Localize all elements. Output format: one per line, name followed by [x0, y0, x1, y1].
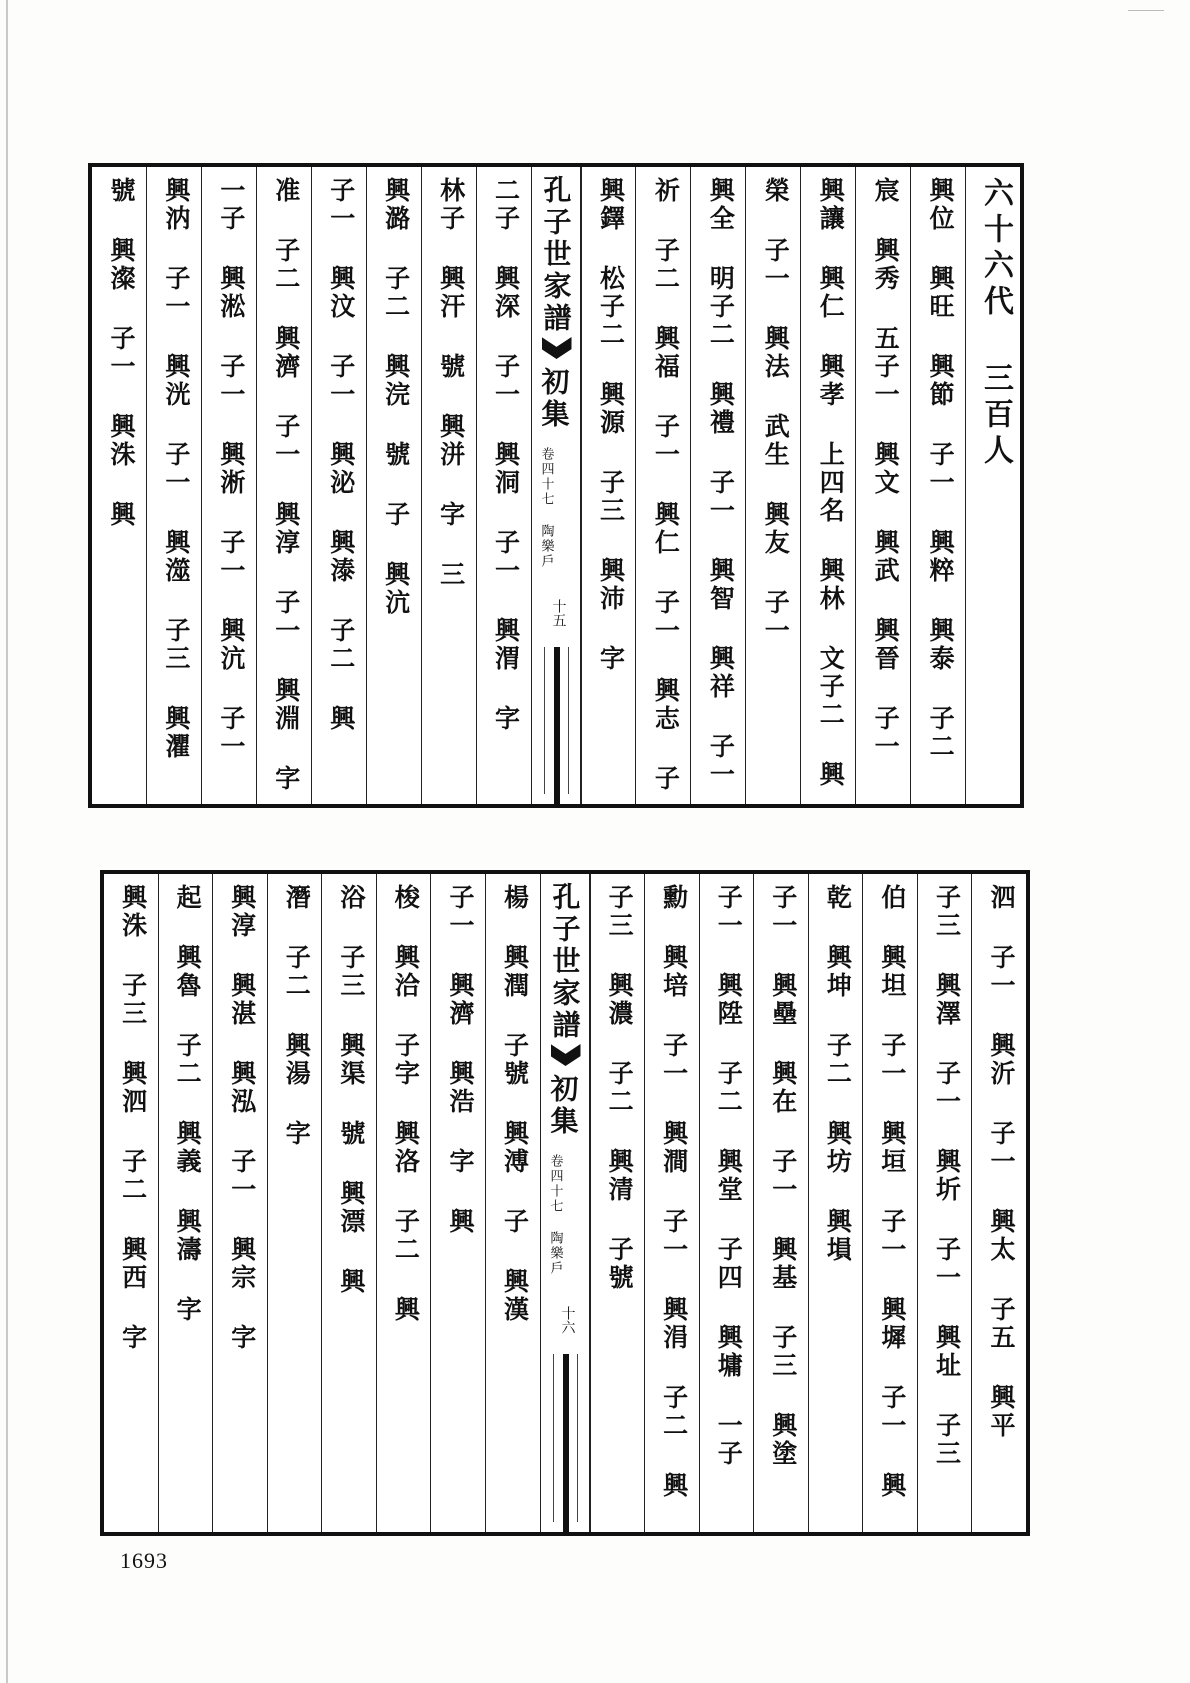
text-column: 潛 子二 興湯 字: [267, 874, 322, 1532]
text-column: 子一 興汶 子一 興泌 興溙 子二 興: [311, 167, 366, 804]
text-column: 興全 明子二 興禮 子一 興智 興祥 子一: [690, 167, 745, 804]
text-column: 號 興澯 子一 興洙 興: [106, 177, 136, 529]
text-column: 二子 興深 子一 興洞 子一 興渭 字: [476, 167, 531, 804]
genealogy-page-bottom: [100, 870, 1030, 1536]
text-column: 一子 興淞 子一 興淅 子一 興沆 子一: [201, 167, 256, 804]
text-column: 宸 興秀 五子一 興文 興武 興晉 子一: [855, 167, 910, 804]
collection-label: 初集: [546, 1074, 580, 1138]
text-column: 興位 興旺 興節 子一 興粹 興泰 子二: [910, 167, 965, 804]
volume-label: 卷四十七 陶樂戶: [547, 1154, 563, 1276]
text-column: 浴 子三 興渠 號 興漂 興: [321, 874, 376, 1532]
text-column: 興潞 子二 興浣 號 子 興沆: [366, 167, 421, 804]
fold-bar: [554, 647, 560, 804]
book-title: 孔子世家譜: [548, 882, 582, 1042]
text-column: 泗 子一 興沂 子一 興太 子五 興平: [971, 874, 1026, 1532]
fishtail-mark-icon: [551, 1044, 581, 1066]
center-fold: [540, 874, 590, 1532]
center-fold: [531, 167, 581, 804]
text-column: 祈 子二 興福 子一 興仁 子一 興志 子: [635, 167, 690, 804]
text-column: 子一 興濟 興浩 字 興: [430, 874, 485, 1532]
book-title: 孔子世家譜: [539, 175, 573, 335]
text-column: 起 興魯 子二 興義 興濤 字: [158, 874, 213, 1532]
fishtail-mark-icon: [542, 337, 572, 359]
text-column: 興汭 子一 興洸 子一 興澨 子三 興灈: [146, 167, 201, 804]
text-column: 興淳 興湛 興泓 子一 興宗 字: [212, 874, 267, 1532]
collection-label: 初集: [537, 367, 571, 431]
text-column: 興讓 興仁 興孝 上四名 興林 文子二 興: [800, 167, 855, 804]
text-column: 梭 興洽 子字 興洛 子二 興: [376, 874, 431, 1532]
volume-label: 卷四十七 陶樂戶: [538, 447, 554, 569]
text-column: 榮 子一 興法 武生 興友 子一: [745, 167, 800, 804]
text-column: 伯 興坦 子一 興垣 子一 興墀 子一 興: [862, 874, 917, 1532]
text-column: 林子 興汗 號 興洴 字 三: [421, 167, 476, 804]
text-column: 子三 興澤 子一 興圻 子一 興址 子三: [917, 874, 972, 1532]
text-column: 子三 興濃 子二 興清 子號: [590, 874, 645, 1532]
text-column: 勳 興培 子一 興澗 子一 興涓 子二 興: [644, 874, 699, 1532]
scan-speck: [1128, 10, 1164, 11]
text-column: 楊 興潤 子號 興溥 子 興漢: [485, 874, 540, 1532]
text-column: 興鐸 松子二 興源 子三 興沛 字: [581, 167, 636, 804]
text-column: 子一 興壘 興在 子一 興基 子三 興塗: [753, 874, 808, 1532]
fold-line: [577, 1354, 578, 1522]
text-column: 子一 興陞 子二 興堂 子四 興墉 一子: [699, 874, 754, 1532]
text-column: 六十六代 三百人: [965, 167, 1020, 804]
page-number: 1693: [120, 1548, 168, 1573]
leaf-number: 十六: [559, 1306, 576, 1334]
text-column: 准 子二 興濟 子一 興淳 子一 興淵 字: [256, 167, 311, 804]
leaf-number: 十五: [550, 599, 567, 627]
scan-edge-line: [6, 0, 8, 1683]
fold-line: [553, 1354, 554, 1522]
fold-bar: [563, 1354, 569, 1532]
fold-line: [544, 647, 545, 794]
fold-line: [568, 647, 569, 794]
text-column: 乾 興坤 子二 興坊 興塤: [808, 874, 863, 1532]
genealogy-page-top: [88, 163, 1024, 808]
text-column: 興洙 子三 興泗 子二 興西 字: [118, 884, 148, 1352]
